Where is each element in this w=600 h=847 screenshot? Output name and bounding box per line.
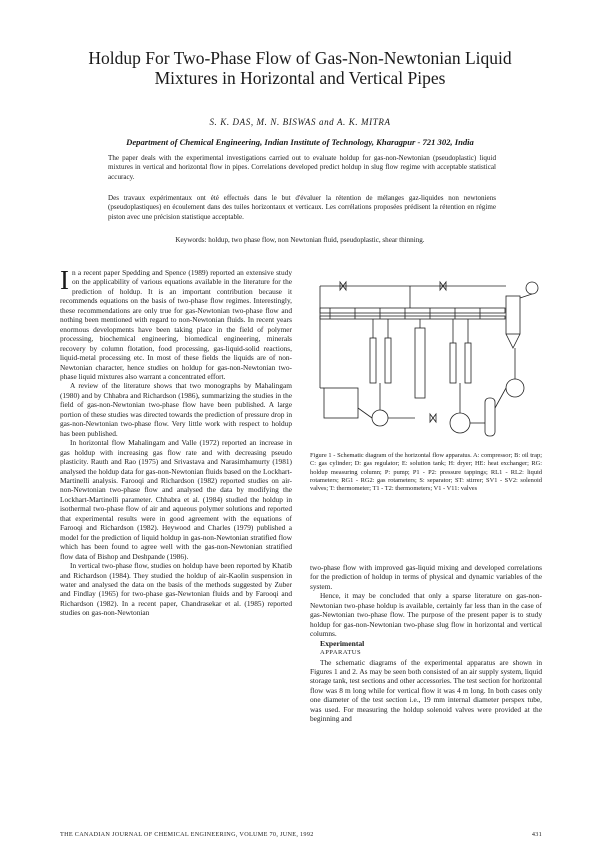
intro-text: n a recent paper Spedding and Spence (1989) reported an extensive study on the applicability of various equations available in the literature for the prediction of holdup. It is an important contribution because it recommends equations on the basis of two-phase flow regimes. Interestingly, these recommendations are only true for gas-Newtonian two-phase flow and nothing been mentioned with regard to non-Newtonian fluids. In recent years enormous developments have been taking place in the field of polymer processing, biochemical engineering, biomedical engineering, minerals recovery by column flotation, food processing, gas-liquid-solid reactions, liquid-metal processing etc. In most of these fields the liquids are of non-Newtonian character, hence studies on holdup for gas-non-Newtonian two-phase liquid mixtures also warrant a concentrated effort. [60, 268, 292, 381]
left-column [60, 268, 292, 823]
rotameter-rl2 [385, 338, 391, 383]
page-footer [60, 831, 542, 838]
journal-citation: THE CANADIAN JOURNAL OF CHEMICAL ENGINEERING, VOLUME 70, JUNE, 1992 [60, 831, 314, 838]
schematic-diagram [310, 268, 542, 452]
affiliation: Department of Chemical Engineering, Indian Institute of Technology, Kharagpur - 721 302, India [126, 137, 474, 147]
figure-1-schematic [310, 268, 542, 452]
intro-paragraph [60, 268, 292, 381]
body-paragraph: In vertical two-phase flow, studies on holdup have been reported by Khatib and Richardson (1984). They studied the holdup of air-Kaolin suspension in water and analysed the data on the basis of the methods suggested by Zuber and Findlay (1965) for two-phase gas-Newtonian fluids and by Farooqi and Richardson (1982). In a recent paper, Chandrasekar et al. (1985) reported studies on gas-non-Newtonian [60, 561, 292, 618]
abstract-english: The paper deals with the experimental investigations carried out to evaluate holdup for gas-non-Newtonian (pseudoplastic) liquid mixtures in vertical and horizontal flow in pipes. Correlations developed predict holdup in slug flow regime with acceptable statistical accuracy. [108, 154, 496, 181]
body-paragraph: A review of the literature shows that two monographs by Mahalingam (1980) and by Chhabra and Richardson (1986), summarizing the studies in the field of gas-non-Newtonian two-phase flow have been published. A large portion of these studies was directed towards the prediction of pressure drop in gas-non-Newtonian two-phase flow. Very little work with respect to holdup has been published. [60, 381, 292, 438]
return-line [320, 316, 505, 319]
horizontal-test-section [320, 308, 505, 313]
valve-symbol [430, 414, 436, 422]
rotameter-rl1 [370, 338, 376, 383]
abstract-french: Des travaux expérimentaux ont été effectués dans le but d'évaluer la rétention de mélanges gaz-liquides non newtoniens (pseudoplastiques) en écoulement dans des tuiles horizontaux et verticaux. Les corrélations proposées prédisent la rétention en régime piston avec une précision statistique acceptable. [108, 194, 496, 221]
section-heading: Experimental [320, 638, 365, 648]
rotameter-rg1 [450, 343, 456, 383]
title-line-1: Holdup For Two-Phase Flow of Gas-Non-Newtonian Liquid [88, 48, 512, 68]
drop-cap: I [60, 268, 69, 295]
keywords: Keywords: holdup, two phase flow, non Newtonian fluid, pseudoplastic, shear thinning. [175, 236, 425, 244]
figure-caption: Figure 1 - Schematic diagram of the horizontal flow apparatus. A: compressor; B: oil trap; C: gas cylinder; D: gas regulator; E: solution tank; H: dryer; HE: heat exchanger; RG: holdup measuring column; P: pump; P1 - P2: pressure tappings; RL1 - RL2: liquid rotameters; RG1 - RG2: gas rotameters; S: separator; ST: stirrer; SV1 - SV2: solenoid valves; T: thermometer; T1 - T2: thermometers; V1 - V11: valves [310, 452, 542, 493]
right-column [310, 563, 542, 825]
body-paragraph: The schematic diagrams of the experimental apparatus are shown in Figures 1 and 2. As may be seen both consisted of an air supply system, liquid storage tank, test sections and other accessories. The test section for horizontal flow was 8 m long while for vertical flow it was 4 m long. In both cases only one diameter of the test section i.e., 19 mm internal diameter perspex tube, was used. For measuring the holdup solenoid valves were provided at the beginning and [310, 657, 542, 724]
vent-symbol [526, 282, 538, 294]
pump-symbol [372, 410, 388, 426]
subsection-heading: APPARATUS [320, 649, 362, 657]
gas-cylinder [485, 398, 495, 436]
body-paragraph: In horizontal flow Mahalingam and Valle (1972) reported an increase in gas holdup with increasing gas flow rate and with decreasing pseudo plasticity. Rauth and Rao (1975) and Srivastava and Narasimhamurty (1981) analysed the holdup data for gas-non-Newtonian fluids based on the Lockhart-Martinelli analysis. Farooqi and Richardson (1982) reported studies on air-non-Newtonian two-phase flow and analysed the data by modifying the Lockhart-Martinelli parameter. Chhabra et al. (1984) studied the holdup in isothermal two-phase flow of air and aqueous polymer solutions and reported that experimental results were in good agreement with the equations of Farooqi and Richardson (1982). Heywood and Charles (1979) published a model for the prediction of liquid holdup in gas-non-Newtonian stratified flow which has been found to agree well with the gas-non-Newtonian stratified flow data of Bishop and Deshpande (1986). [60, 438, 292, 561]
paper-title [40, 48, 560, 88]
compressor-symbol [450, 413, 470, 433]
rotameter-rg2 [465, 343, 471, 383]
title-line-2: Mixtures in Horizontal and Vertical Pipes [154, 68, 446, 88]
author-list: S. K. DAS, M. N. BISWAS and A. K. MITRA [209, 117, 391, 127]
page-number: 431 [531, 831, 542, 838]
body-paragraph: Hence, it may be concluded that only a sparse literature on gas-non-Newtonian two-phase holdup is available, certainly far less than in the case of gas-Newtonian two-phase flow. The purpose of the present paper is to study holdup for gas-non-Newtonian two-phase slug flow in horizontal and vertical columns. [310, 591, 542, 639]
separator-vessel [506, 296, 520, 334]
separator-cone [506, 334, 520, 348]
heat-exchanger-symbol [506, 379, 524, 397]
holdup-column [415, 328, 425, 398]
body-paragraph: two-phase flow with improved gas-liquid mixing and developed correlations for the prediction of holdup in terms of physical and dynamic variables of the system. [310, 563, 542, 591]
solution-tank [324, 388, 358, 418]
